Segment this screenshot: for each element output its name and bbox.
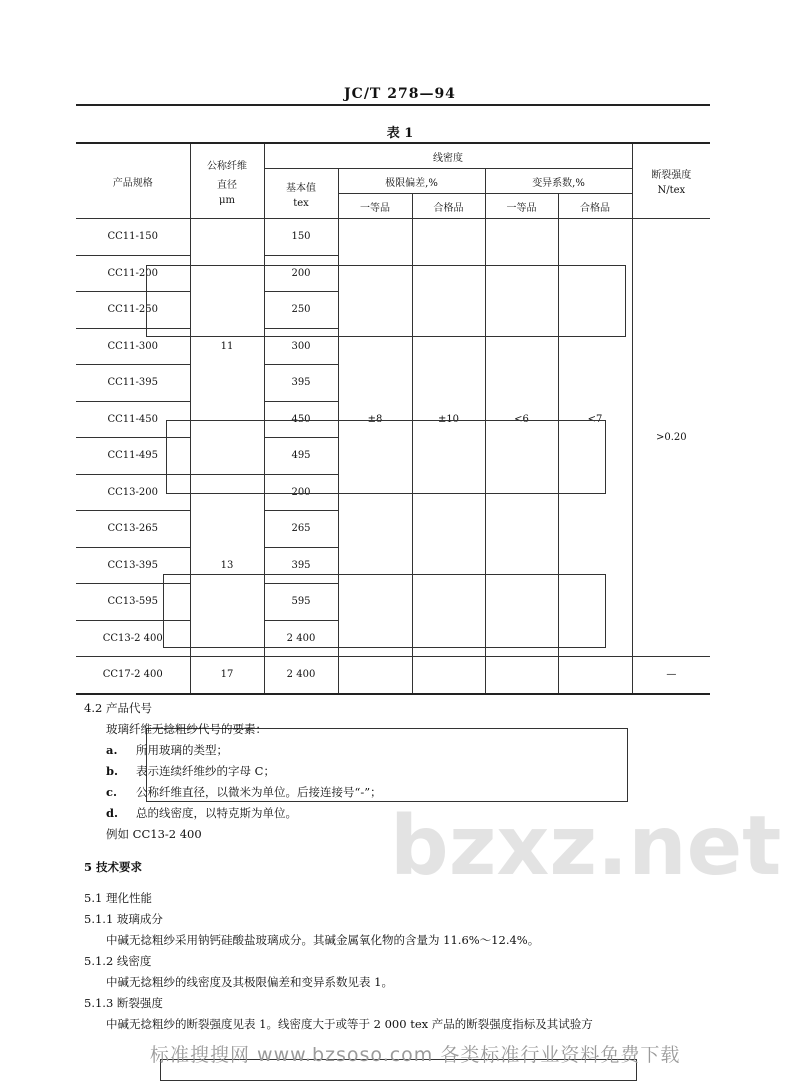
code-elements-list — [106, 740, 626, 824]
diameter-cell: 17 — [190, 657, 264, 694]
tex-cell: 200 — [264, 255, 338, 292]
strength-cell: — — [632, 657, 710, 694]
annotation-box — [163, 574, 606, 648]
empty-cell — [338, 657, 412, 694]
spec-cell: CC17-2 400 — [76, 657, 190, 694]
list-item — [106, 740, 626, 761]
tex-cell: 250 — [264, 292, 338, 329]
section-5-1-3-heading: 5.1.3 断裂强度 — [84, 996, 163, 1010]
diameter-cell: 13 — [190, 474, 264, 657]
list-item — [106, 803, 626, 824]
tex-cell: 150 — [264, 219, 338, 256]
tol-qualified-cell: ±10 — [412, 219, 485, 657]
header-density: 线密度 — [264, 143, 632, 169]
example-code: 例如 CC13-2 400 — [106, 827, 202, 841]
spec-cell: CC11-450 — [76, 401, 190, 438]
item-label: c. — [106, 785, 118, 799]
item-text: 所用玻璃的类型； — [136, 743, 228, 757]
header-basic — [264, 169, 338, 219]
spec-cell: CC13-2 400 — [76, 620, 190, 657]
watermark: bzxz.net — [390, 799, 782, 894]
cv-qualified-cell: <7 — [558, 219, 632, 657]
tex-cell: 300 — [264, 328, 338, 365]
tex-cell: 2 400 — [264, 620, 338, 657]
empty-cell — [485, 657, 558, 694]
cv-first-cell: <6 — [485, 219, 558, 657]
list-item — [106, 782, 626, 803]
spec-cell: CC13-265 — [76, 511, 190, 548]
header-diameter-line1: 公称纤维 — [207, 160, 247, 172]
header-cv-first: 一等品 — [485, 194, 558, 219]
tex-cell: 395 — [264, 365, 338, 402]
header-cv: 变异系数,% — [485, 169, 632, 194]
spec-cell: CC13-395 — [76, 547, 190, 584]
spec-cell: CC11-200 — [76, 255, 190, 292]
section-5-heading: 5 技术要求 — [84, 860, 143, 874]
section-5-1-1-heading: 5.1.1 玻璃成分 — [84, 912, 163, 926]
list-item — [106, 761, 626, 782]
header-strength-unit: N/tex — [657, 185, 686, 196]
header-cv-qualified: 合格品 — [558, 194, 632, 219]
item-label: a. — [106, 743, 118, 757]
table-row — [76, 219, 710, 256]
item-text: 表示连续纤维纱的字母 C； — [136, 764, 275, 778]
header-strength-label: 断裂强度 — [651, 170, 692, 181]
header-rule — [76, 104, 710, 106]
spec-cell: CC11-150 — [76, 219, 190, 256]
tex-cell: 395 — [264, 547, 338, 584]
section-4-2-heading: 4.2 产品代号 — [84, 701, 152, 715]
empty-cell — [558, 657, 632, 694]
header-tol-first: 一等品 — [338, 194, 412, 219]
document-code-header: JC/T 278—94 — [344, 86, 456, 102]
empty-cell — [412, 657, 485, 694]
diameter-cell: 11 — [190, 219, 264, 475]
spec-cell: CC11-495 — [76, 438, 190, 475]
spec-cell: CC11-395 — [76, 365, 190, 402]
strength-cell: >0.20 — [632, 219, 710, 657]
spec-cell: CC11-250 — [76, 292, 190, 329]
tex-cell: 495 — [264, 438, 338, 475]
item-text: 总的线密度，以特克斯为单位。 — [136, 806, 297, 820]
section-5-1-2-text: 中碱无捻粗纱的线密度及其极限偏差和变异系数见表 1。 — [106, 975, 393, 989]
header-basic-label: 基本值 — [286, 182, 316, 194]
section-5-1-heading: 5.1 理化性能 — [84, 891, 152, 905]
table-caption: 表 1 — [386, 126, 414, 141]
tex-cell: 265 — [264, 511, 338, 548]
footer-watermark-text: 标准搜搜网 www.bzsoso.com 各类标准行业资料免费下载 — [150, 1044, 681, 1066]
header-diameter-line2: 直径 — [217, 179, 237, 191]
spec-cell: CC13-595 — [76, 584, 190, 621]
item-label: b. — [106, 764, 119, 778]
tex-cell: 450 — [264, 401, 338, 438]
header-strength — [632, 143, 710, 219]
item-label: d. — [106, 806, 119, 820]
header-tol-qualified: 合格品 — [412, 194, 485, 219]
section-5-1-2-heading: 5.1.2 线密度 — [84, 954, 152, 968]
header-diameter-unit: μm — [219, 194, 235, 206]
spec-cell: CC11-300 — [76, 328, 190, 365]
section-4-2-intro: 玻璃纤维无捻粗纱代号的要素： — [106, 722, 267, 736]
header-tolerance: 极限偏差,% — [338, 169, 485, 194]
header-diameter — [190, 143, 264, 219]
header-spec: 产品规格 — [76, 143, 190, 219]
tex-cell: 595 — [264, 584, 338, 621]
annotation-box — [146, 265, 626, 337]
spec-cell: CC13-200 — [76, 474, 190, 511]
section-5-1-3-text: 中碱无捻粗纱的断裂强度见表 1。线密度大于或等于 2 000 tex 产品的断裂强度指标及其试验方 — [106, 1017, 593, 1031]
tex-cell: 2 400 — [264, 657, 338, 694]
item-text: 公称纤维直径，以微米为单位。后接连接号“-”； — [136, 785, 382, 799]
tol-first-cell: ±8 — [338, 219, 412, 657]
section-5-1-1-text: 中碱无捻粗纱采用钠钙硅酸盐玻璃成分。其碱金属氧化物的含量为 11.6%～12.4%。 — [106, 933, 540, 947]
annotation-box — [166, 420, 606, 494]
header-basic-unit: tex — [293, 197, 309, 209]
table-row — [76, 657, 710, 694]
tex-cell: 200 — [264, 474, 338, 511]
